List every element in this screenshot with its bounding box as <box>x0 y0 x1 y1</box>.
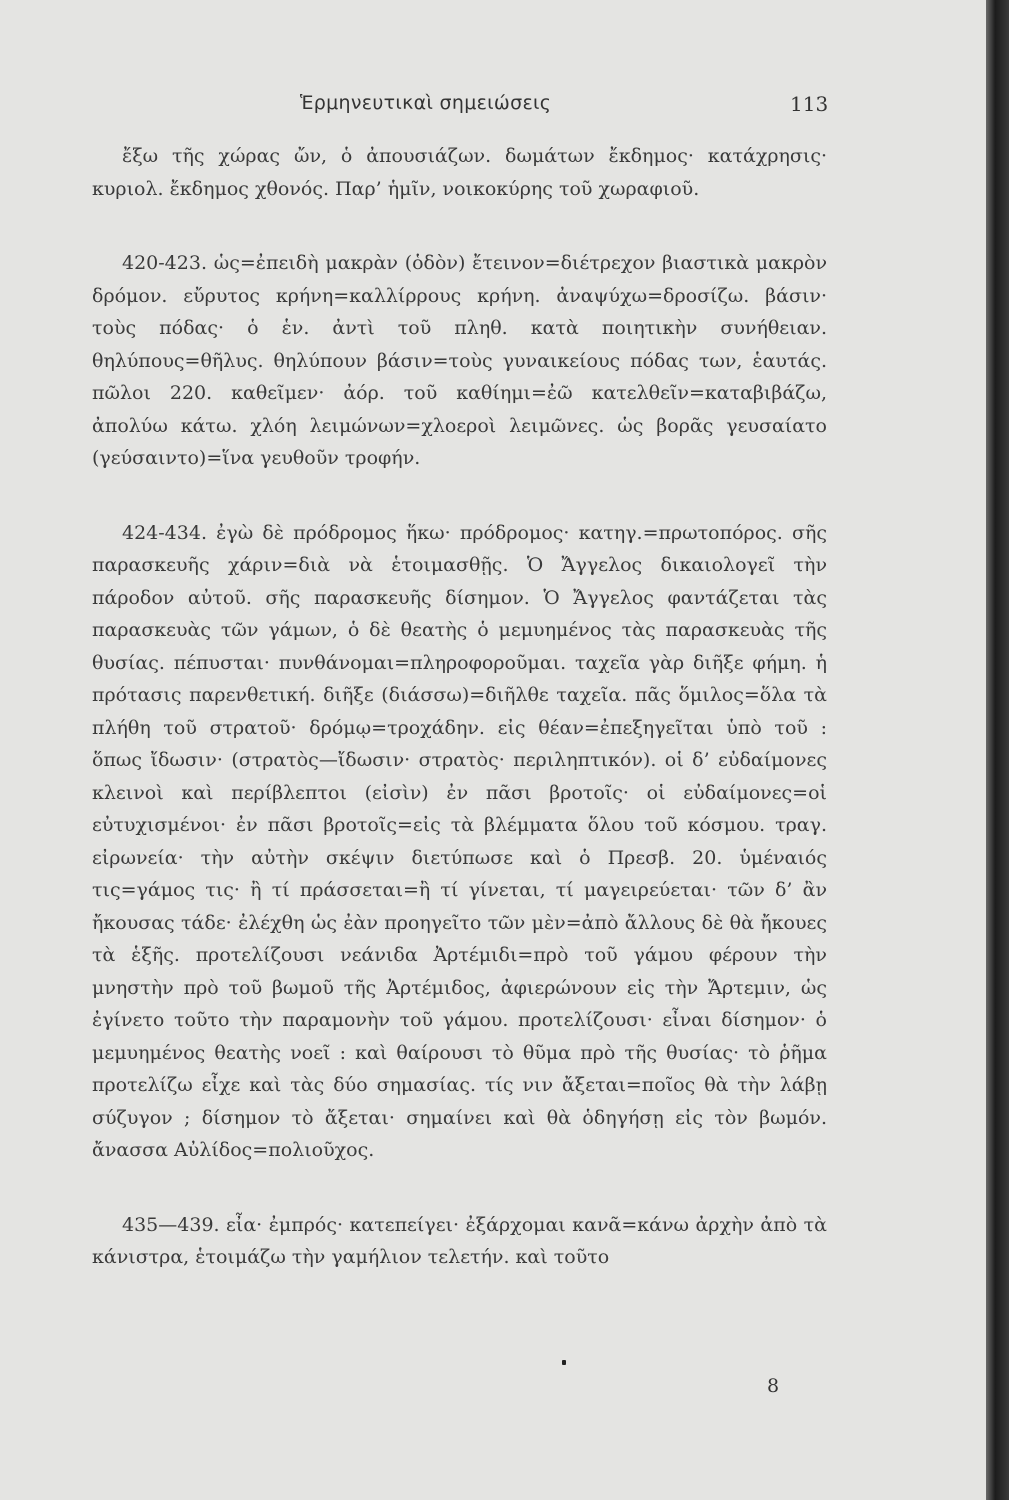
paragraph: 424-434. ἐγὼ δὲ πρόδρομος ἥκω· πρόδρομος· κατηγ.=πρωτοπόρος. σῆς παρασκευῆς χάριν=διὰ νὰ ἑτοιμασθῇς. Ὁ Ἄγγελος δικαιολογεῖ τὴν πάροδον αὐτοῦ. σῆς παρασκευῆς δίσημον. Ὁ Ἄγγελος φαντάζεται τὰς παρασκευὰς τῶν γάμων, ὁ δὲ θεατὴς ὁ μεμυημένος τὰς παρασκευὰς τῆς θυσίας. πέπυσται· πυνθάνομαι=πληροφοροῦμαι. ταχεῖα γὰρ διῆξε φήμη. ἡ πρότασις παρενθετική. διῆξε (διάσσω)=διῆλθε ταχεῖα. πᾶς ὅμιλος=ὅλα τὰ πλήθη τοῦ στρατοῦ· δρόμῳ=τροχάδην. εἰς θέαν=ἐπεξηγεῖται ὑπὸ τοῦ : ὅπως ἴδωσιν· (στρατὸς—ἴδωσιν· στρατὸς· περιληπτικόν). οἱ δ’ εὐδαίμονες κλεινοὶ καὶ περίβλεπτοι (εἰσὶν) ἐν πᾶσι βροτοῖς· οἱ εὐδαίμονες=οἱ εὐτυχισμένοι· ἐν πᾶσι βροτοῖς=εἰς τὰ βλέμματα ὅλου τοῦ κόσμου. τραγ. εἰρωνεία· τὴν αὐτὴν σκέψιν διετύπωσε καὶ ὁ Πρεσβ. 20. ὑμέναιός τις=γάμος τις· ἢ τί πράσσεται=ἢ τί γίνεται, τί μαγειρεύεται· τῶν δ’ ἂν ἤκουσας τάδε· ἐλέχθη ὡς ἐὰν προηγεῖτο τῶν μὲν=ἀπὸ ἄλλους δὲ θὰ ἤκουες τὰ ἑξῆς. προτελίζουσι νεάνιδα Ἀρτέμιδι=πρὸ τοῦ γάμου φέρουν τὴν μνηστὴν πρὸ τοῦ βωμοῦ τῆς Ἀρτέμιδος, ἀφιερώνουν εἰς τὴν Ἄρτεμιν, ὡς ἐγίνετο τοῦτο τὴν παραμονὴν τοῦ γάμου. προτελίζουσι· εἶναι δίσημον· ὁ μεμυημένος θεατὴς νοεῖ : καὶ θαίρουσι τὸ θῦμα πρὸ τῆς θυσίας· τὸ ῥῆμα προτελίζω εἶχε καὶ τὰς δύο σημασίας. τίς νιν ἄξεται=ποῖος θὰ τὴν λάβῃ σύζυγον ; δίσημον τὸ ἄξεται· σημαίνει καὶ θὰ ὁδηγήσῃ εἰς τὸν βωμόν. ἄνασσα Αὐλίδος=πολιοῦχος. <box>92 521 827 1161</box>
page-header <box>0 92 986 122</box>
paragraph: 420-423. ὡς=ἐπειδὴ μακρὰν (ὁδὸν) ἔτεινον=διέτρεχον βιαστικὰ μακρὸν δρόμον. εὔρυτος κρήνη=καλλίρρους κρήνη. ἀναψύχω=δροσίζω. βάσιν· τοὺς πόδας· ὁ ἑν. ἀντὶ τοῦ πληθ. κατὰ ποιητικὴν συνήθειαν. θηλύπους=θῆλυς. θηλύπουν βάσιν=τοὺς γυναικείους πόδας των, ἑαυτάς. πῶλοι 220. καθεῖμεν· ἀόρ. τοῦ καθίημι=ἐῶ κατελθεῖν=καταβιβάζω, ἀπολύω κάτω. χλόη λειμώνων=χλοεροὶ λειμῶνες. ὡς βορᾶς γευσαίατο (γεύσαιντο)=ἵνα γευθοῦν τροφήν. <box>92 252 827 469</box>
page-number: 113 <box>790 92 829 116</box>
print-mark <box>562 1360 566 1365</box>
paragraph: 435—439. εἶα· ἐμπρός· κατεπείγει· ἐξάρχομαι κανᾶ=κάνω ἀρχὴν ἀπὸ τὰ κάνιστρα, ἑτοιμάζω τὴν γαμήλιον τελετήν. καὶ τοῦτο <box>92 1213 827 1268</box>
running-title: Ἑρμηνευτικαὶ σημειώσεις <box>300 92 552 114</box>
signature-mark: 8 <box>767 1375 780 1397</box>
commentary-body <box>92 140 827 1316</box>
paragraph: ἔξω τῆς χώρας ὤν, ὁ ἀπουσιάζων. δωμάτων ἔκδημος· κατάχρησις· κυριολ. ἔκδημος χθονός. Παρ’ ἡμῖν, νοικοκύρης τοῦ χωραφιοῦ. <box>92 145 827 200</box>
page-edge-shadow <box>986 0 1009 1500</box>
